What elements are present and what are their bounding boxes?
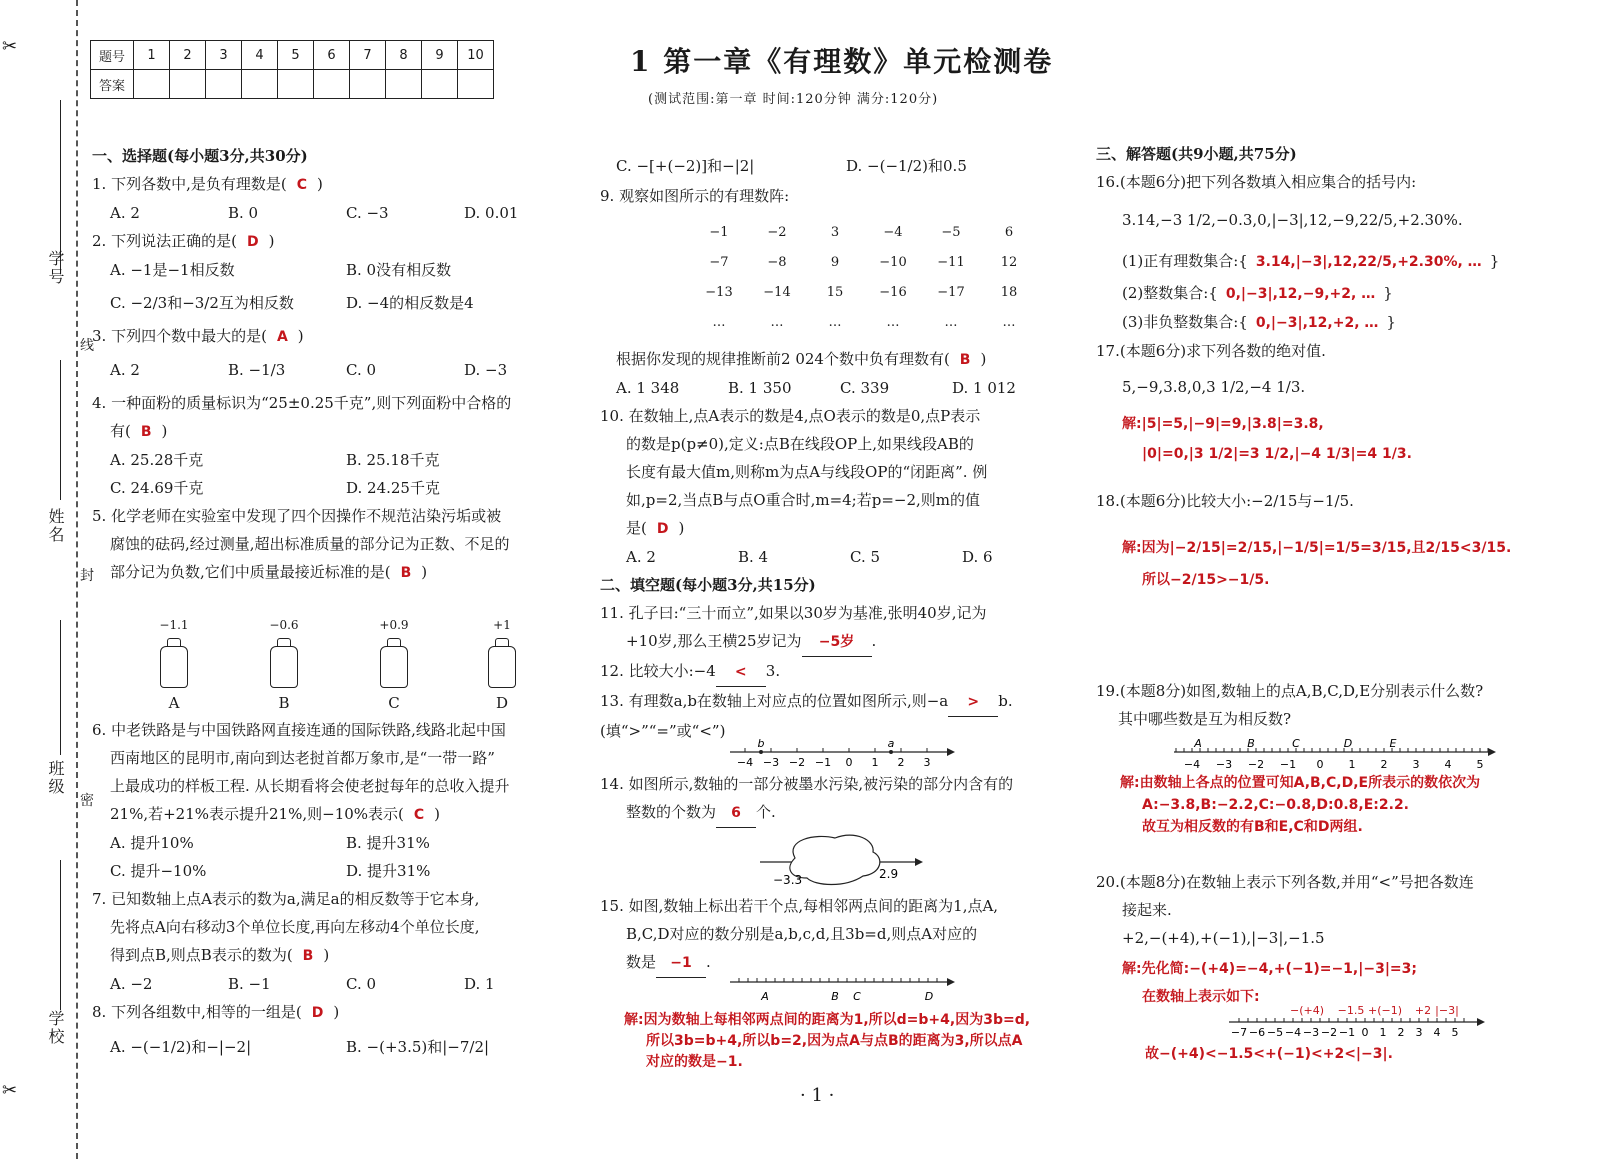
section-heading: 二、填空题(每小题3分,共15分) (600, 576, 816, 594)
point-label: D (924, 990, 934, 1003)
point-label: +(−1) (1367, 1004, 1403, 1017)
question-20-cont: 接起来. (1122, 901, 1172, 919)
tick-label: 5 (1476, 758, 1484, 771)
right-column-2 (1096, 677, 1571, 733)
solution-line: 解:先化简:−(+4)=−4,+(−1)=−1,|−3|=3; (1122, 961, 1418, 977)
tick-label: −2 (788, 756, 806, 769)
question-14: 14. 如图所示,数轴的一部分被墨水污染,被污染的部分内含有的 (600, 775, 1014, 793)
weight-b: −0.6 B (269, 618, 299, 712)
tick-label: −3 (1215, 758, 1233, 771)
question-number: 3 (206, 41, 242, 70)
tick-label: −1 (1279, 758, 1297, 771)
answer-blank[interactable]: −1 (656, 949, 706, 978)
question-7-cont: 先将点A向右移动3个单位长度,再向左移动4个单位长度, (110, 918, 480, 936)
question-number: 10 (458, 41, 494, 70)
page-number: · 1 · (800, 1085, 835, 1106)
tick-label: 2.9 (879, 867, 899, 881)
tick-label: 5 (1451, 1026, 1459, 1039)
school-line (60, 860, 61, 1010)
tick-label: −4 (1183, 758, 1201, 771)
tick-label: 0 (1316, 758, 1324, 771)
point-label: +2 (1414, 1004, 1432, 1017)
right-column-3 (1096, 868, 1571, 1008)
point-label: B (831, 990, 839, 1003)
question-6-cont: 西南地区的昆明市,南向到达老挝首都万象市,是“一带一路” (110, 749, 495, 767)
tick-label: 3 (1415, 1026, 1423, 1039)
question-4-cont: 有( B ) (110, 422, 168, 440)
question-9: 9. 观察如图所示的有理数阵: (600, 187, 790, 205)
options-row: C. 提升−10% D. 提升31% (110, 862, 431, 880)
q15-solution (624, 1010, 1064, 1073)
solution-line: 所以3b=b+4,所以b=2,因为点A与点B的距离为3,所以点A (646, 1033, 1023, 1049)
solution-line: 故互为相反数的有B和E,C和D两组. (1142, 819, 1363, 835)
tick-label: −6 (1248, 1026, 1266, 1039)
solution-line: 解:因为数轴上每相邻两点间的距离为1,所以d=b+4,因为3b=d, (624, 1012, 1031, 1028)
answer-cell[interactable] (206, 70, 242, 99)
options-row: C. −[+(−2)]和−|2| D. −(−1/2)和0.5 (616, 157, 967, 175)
solution-line: 对应的数是−1. (646, 1054, 743, 1070)
set-nonneg-int: (3)非负整数集合:{ 0,|−3|,12,+2, … } (1122, 313, 1396, 331)
point-label: −1.5 (1337, 1004, 1365, 1017)
answer-cell[interactable] (314, 70, 350, 99)
tick-label: 3 (1412, 758, 1420, 771)
question-14-cont: 整数的个数为 6 个. (600, 798, 1070, 828)
solution-line: A:−3.8,B:−2.2,C:−0.8,D:0.8,E:2.2. (1142, 797, 1410, 813)
point-label: b (757, 738, 765, 750)
question-number: 8 (386, 41, 422, 70)
set-integer: (2)整数集合:{ 0,|−3|,12,−9,+2, … } (1122, 284, 1393, 302)
question-11: 11. 孔子曰:“三十而立”,如果以30岁为基准,张明40岁,记为 (600, 604, 987, 622)
question-10-cont: 是( D ) (626, 519, 685, 537)
tick-label: −3 (1302, 1026, 1320, 1039)
middle-column-2 (600, 345, 1070, 745)
options-row: C. 24.69千克 D. 24.25千克 (110, 479, 440, 497)
number-list: 3.14,−3 1/2,−0.3,0,|−3|,12,−9,22/5,+2.30%. (1122, 211, 1463, 229)
page-title: 1 第一章《有理数》单元检测卷 (630, 45, 1054, 78)
point-label: D (1343, 737, 1353, 750)
table-row: −13 −14 15 −16 −17 18 (705, 285, 1018, 300)
point-label: A (761, 990, 769, 1003)
question-number: 6 (314, 41, 350, 70)
question-16: 16.(本题6分)把下列各数填入相应集合的括号内: (1096, 173, 1417, 191)
answer-blank[interactable]: 6 (716, 799, 756, 828)
question-20: 20.(本题8分)在数轴上表示下列各数,并用“<”号把各数连 (1096, 873, 1474, 891)
question-15: 15. 如图,数轴上标出若干个点,每相邻两点间的距离为1,点A, (600, 897, 999, 915)
weight-c: +0.9 C (379, 618, 409, 712)
tick-label: 2 (1397, 1026, 1405, 1039)
tick-label: −2 (1247, 758, 1265, 771)
table-header: 题号 (91, 41, 134, 70)
question-3: 3. 下列四个数中最大的是( A ) (92, 327, 304, 345)
school-label: 学校 (46, 1010, 65, 1046)
solution-line: 在数轴上表示如下: (1142, 989, 1260, 1005)
weight-a: −1.1 A (159, 618, 189, 712)
tick-label: 2 (897, 756, 905, 769)
question-6-cont: 21%,若+21%表示提升21%,则−10%表示( C ) (110, 805, 441, 823)
question-12: 12. 比较大小:−4 < 3. (600, 657, 1070, 687)
tick-label: −5 (1266, 1026, 1284, 1039)
cut-char: 密 (80, 790, 94, 810)
tick-label: 4 (1444, 758, 1452, 771)
solution-line: 解:由数轴上各点的位置可知A,B,C,D,E所表示的数依次为 (1120, 775, 1481, 791)
question-13: 13. 有理数a,b在数轴上对应点的位置如图所示,则−a > b. (600, 687, 1070, 717)
options-row: A. −1是−1相反数 B. 0没有相反数 (110, 261, 452, 279)
question-18: 18.(本题6分)比较大小:−2/15与−1/5. (1096, 492, 1354, 510)
options-row: A. −2 B. −1 C. 0 D. 1 (110, 975, 495, 993)
left-column-lower (92, 716, 567, 1067)
question-7: 7. 已知数轴上点A表示的数为a,满足a的相反数等于它本身, (92, 890, 480, 908)
scissors-icon: ✂ (2, 1080, 18, 1101)
middle-column (600, 150, 1070, 210)
question-4: 4. 一种面粉的质量标识为“25±0.25千克”,则下列面粉中合格的 (92, 394, 512, 412)
tick-label: −3.3 (773, 873, 803, 887)
weights-figure (120, 618, 560, 712)
q19-solution (1120, 772, 1575, 838)
class-line (60, 620, 61, 755)
name-label: 姓名 (46, 508, 65, 544)
answer-cell[interactable] (242, 70, 278, 99)
question-19-cont: 其中哪些数是互为相反数? (1118, 710, 1292, 728)
tick-label: −4 (1284, 1026, 1302, 1039)
number-line-q19 (1170, 736, 1500, 772)
number-list: +2,−(+4),+(−1),|−3|,−1.5 (1122, 929, 1325, 947)
number-array (690, 225, 1038, 345)
answer-cell[interactable] (422, 70, 458, 99)
answer-cell[interactable] (458, 70, 494, 99)
solution-line: 所以−2/15>−1/5. (1142, 572, 1270, 588)
table-row: −1 −2 3 −4 −5 6 (709, 225, 1014, 240)
question-number: 7 (350, 41, 386, 70)
options-row: A. 2 B. −1/3 C. 0 D. −3 (110, 361, 508, 379)
question-7-cont: 得到点B,则点B表示的数为( B ) (110, 946, 330, 964)
question-11-cont: +10岁,那么王横25岁记为 −5岁 . (600, 627, 1070, 657)
page-subtitle: (测试范围:第一章 时间:120分钟 满分:120分) (648, 92, 939, 107)
question-19: 19.(本题8分)如图,数轴上的点A,B,C,D,E分别表示什么数? (1096, 682, 1484, 700)
section-heading: 三、解答题(共9小题,共75分) (1096, 145, 1297, 163)
tick-label: −2 (1320, 1026, 1338, 1039)
tick-label: 4 (1433, 1026, 1441, 1039)
question-number: 5 (278, 41, 314, 70)
question-number: 9 (422, 41, 458, 70)
options-row: A. 2 B. 4 C. 5 D. 6 (626, 548, 993, 566)
number-line-q13 (725, 738, 955, 772)
question-17: 17.(本题6分)求下列各数的绝对值. (1096, 342, 1326, 360)
cut-char: 封 (80, 565, 94, 585)
answer-table (90, 40, 494, 99)
tick-label: −1 (1338, 1026, 1356, 1039)
cut-line (76, 0, 78, 1159)
question-15-cont: 数是 −1 . (600, 948, 1070, 978)
tick-label: −3 (762, 756, 780, 769)
question-10-cont: 如,p=2,当点B与点O重合时,m=4;若p=−2,则m的值 (626, 491, 981, 509)
question-15-cont: B,C,D对应的数分别是a,b,c,d,且3b=d,则点A对应的 (626, 925, 978, 943)
table-row: −7 −8 9 −10 −11 12 (709, 255, 1018, 270)
answer-cell[interactable] (350, 70, 386, 99)
class-label: 班级 (46, 760, 65, 796)
question-5-cont: 部分记为负数,它们中质量最接近标准的是( B ) (110, 563, 428, 581)
number-line-q20 (1225, 1000, 1490, 1040)
tick-label: 1 (871, 756, 879, 769)
point-label: B (1247, 737, 1255, 750)
question-1: 1. 下列各数中,是负有理数是( C ) (92, 175, 323, 193)
question-number: 4 (242, 41, 278, 70)
middle-column-4 (600, 892, 1070, 978)
question-10-cont: 的数是p(p≠0),定义:点B在线段OP上,如果线段AB的 (626, 435, 974, 453)
options-row: A. 25.28千克 B. 25.18千克 (110, 451, 440, 469)
table-row: … … … … … … (712, 315, 1016, 330)
set-positive: (1)正有理数集合:{ 3.14,|−3|,12,22/5,+2.30%, … } (1122, 252, 1500, 270)
solution-line: 故−(+4)<−1.5<+(−1)<+2<|−3|. (1145, 1046, 1393, 1062)
answer-cell[interactable] (386, 70, 422, 99)
solution-line: 解:因为|−2/15|=2/15,|−1/5|=1/5=3/15,且2/15<3/15. (1122, 540, 1512, 556)
answer-blank[interactable]: −5岁 (802, 628, 872, 657)
question-number: 1 (134, 41, 170, 70)
question-9-cont: 根据你发现的规律推断前2 024个数中负有理数有( B ) (616, 350, 987, 368)
tick-label: 2 (1380, 758, 1388, 771)
tick-label: 1 (1379, 1026, 1387, 1039)
tick-label: 0 (845, 756, 853, 769)
name-line (60, 360, 61, 500)
point-label: |−3| (1435, 1004, 1459, 1017)
options-row: A. 2 B. 0 C. −3 D. 0.01 (110, 204, 519, 222)
cut-char: 线 (80, 335, 94, 355)
question-number: 2 (170, 41, 206, 70)
point-label: A (1194, 737, 1202, 750)
section-heading: 一、选择题(每小题3分,共30分) (92, 147, 308, 165)
right-column (1096, 140, 1571, 597)
question-13-cont: (填“>”“=”或“<”) (600, 722, 726, 740)
tick-label: 3 (923, 756, 931, 769)
tick-label: −7 (1230, 1026, 1248, 1039)
answer-blank[interactable]: > (948, 688, 998, 717)
solution-line: |0|=0,|3 1/2|=3 1/2,|−4 1/3|=4 1/3. (1142, 446, 1412, 462)
point-label: C (1292, 737, 1300, 750)
question-10-cont: 长度有最大值m,则称m为点A与线段OP的“闭距离”. 例 (626, 463, 988, 481)
student-id-label: 学号 (46, 250, 65, 286)
q20-solution (1145, 1040, 1565, 1068)
options-row: A. −(−1/2)和−|−2| B. −(+3.5)和|−7/2| (110, 1038, 490, 1056)
point-label: C (853, 990, 861, 1003)
question-6-cont: 上最成功的样板工程. 从长期看将会使老挝每年的总收入提升 (110, 777, 510, 795)
table-header: 答案 (91, 70, 134, 99)
point-label: −(+4) (1289, 1004, 1325, 1017)
weight-d: +1 D (472, 618, 532, 712)
question-8: 8. 下列各组数中,相等的一组是( D ) (92, 1003, 340, 1021)
question-10: 10. 在数轴上,点A表示的数是4,点O表示的数是0,点P表示 (600, 407, 981, 425)
ink-blot-figure (755, 828, 925, 890)
options-row: C. −2/3和−3/2互为相反数 D. −4的相反数是4 (110, 294, 474, 312)
tick-label: 0 (1361, 1026, 1369, 1039)
answer-cell[interactable] (134, 70, 170, 99)
scissors-icon: ✂ (2, 36, 18, 57)
tick-label: −4 (736, 756, 754, 769)
answer-cell[interactable] (278, 70, 314, 99)
answer-blank[interactable]: < (716, 658, 766, 687)
question-6: 6. 中老铁路是与中国铁路网直接连通的国际铁路,线路北起中国 (92, 721, 506, 739)
question-2: 2. 下列说法正确的是( D ) (92, 232, 275, 250)
number-list: 5,−9,3.8,0,3 1/2,−4 1/3. (1122, 378, 1306, 396)
answer-cell[interactable] (170, 70, 206, 99)
left-column (92, 142, 567, 587)
number-line-q15 (725, 972, 955, 1006)
point-label: E (1389, 737, 1397, 750)
question-5: 5. 化学老师在实验室中发现了四个因操作不规范沾染污垢或被 (92, 507, 502, 525)
tick-label: 1 (1348, 758, 1356, 771)
point-label: a (887, 738, 895, 750)
options-row: A. 1 348 B. 1 350 C. 339 D. 1 012 (616, 379, 1016, 397)
middle-column-3 (600, 770, 1070, 828)
options-row: A. 提升10% B. 提升31% (110, 834, 430, 852)
student-id-line (60, 100, 61, 270)
solution-line: 解:|5|=5,|−9|=9,|3.8|=3.8, (1122, 416, 1324, 432)
question-5-cont: 腐蚀的砝码,经过测量,超出标准质量的部分记为正数、不足的 (110, 535, 510, 553)
tick-label: −1 (814, 756, 832, 769)
